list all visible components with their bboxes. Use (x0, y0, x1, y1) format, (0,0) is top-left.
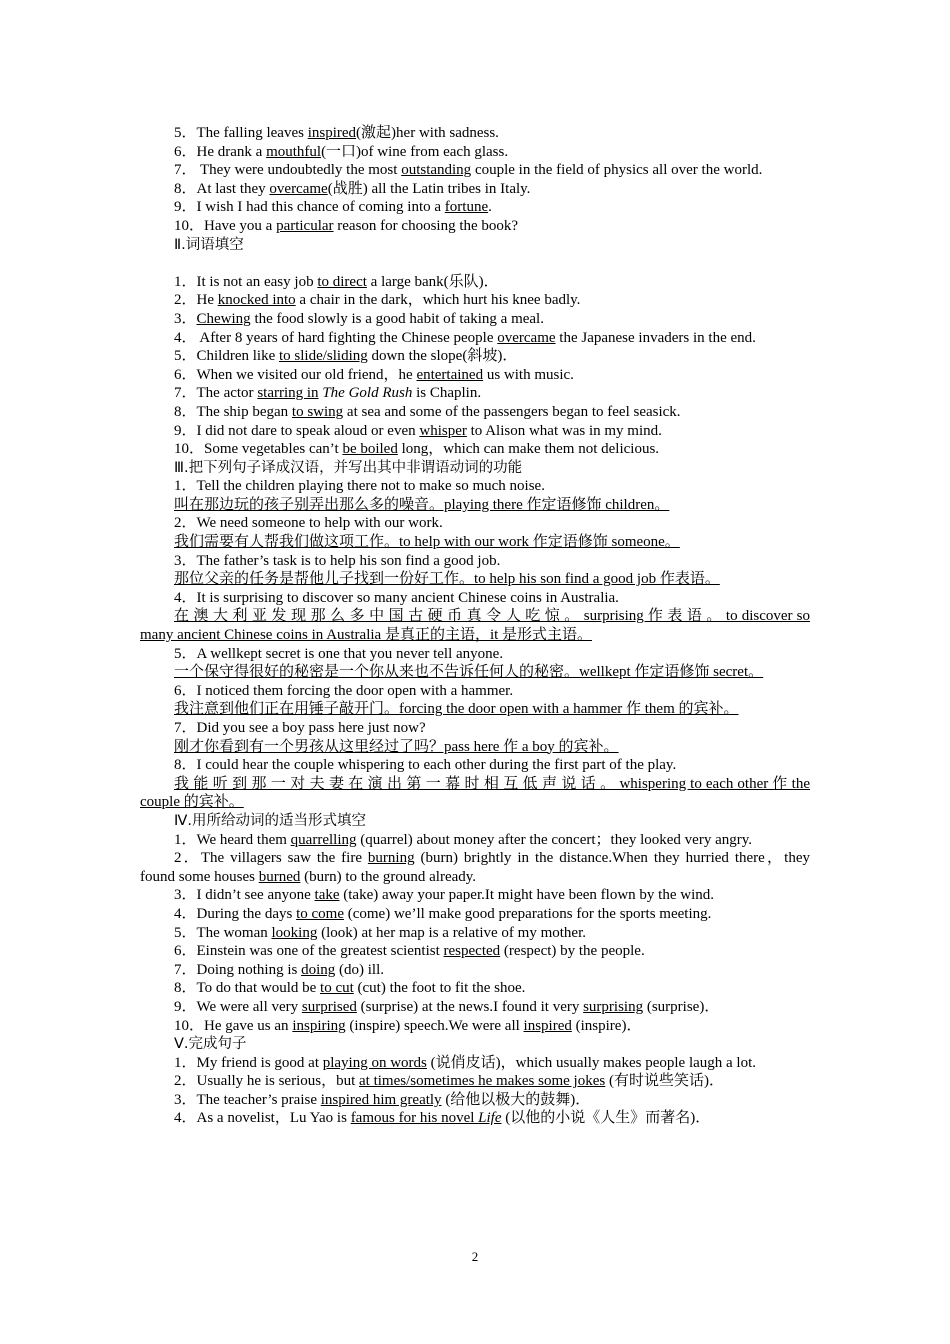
question: 3．The father’s task is to help his son find a good job. (174, 552, 501, 569)
section-heading: Ⅴ.完成句子 (174, 1036, 247, 1053)
answer: 我们需要有人帮我们做这项工作。to help with our work 作定语修饰 someone。 (174, 534, 680, 551)
answer: 在 澳 大 利 亚 发 现 那 么 多 中 国 古 硬 币 真 令 人 吃 惊 。 surprising 作 表 语 。 to discover so many ancient Chinese coins in Australia 是真正的主语，it 是形式主语。 (140, 608, 810, 644)
item-2-2: 2．He knocked into a chair in the dark，which hurt his knee badly. (174, 292, 581, 309)
answer: surprising (583, 998, 644, 1015)
section-word-fill (140, 236, 810, 459)
question: 8．I could hear the couple whispering to each other during the first part of the play. (174, 757, 677, 774)
answer: 刚才你看到有一个男孩从这里经过了吗？pass here 作 a boy 的宾补。 (174, 738, 619, 755)
item-4-1: 1．We heard them quarrelling (quarrel) about money after the concert；they looked very angry. (174, 831, 753, 848)
answer: playing on words (322, 1054, 427, 1071)
item-2-7: 7．The actor starring in The Gold Rush is Chaplin. (174, 385, 482, 402)
item-1-7: 7． They were undoubtedly the most outstanding couple in the field of physics all over the world. (174, 162, 763, 179)
item-5-4: 4．As a novelist，Lu Yao is famous for his novel Life (以他的小说《人生》而著名)． (174, 1110, 711, 1127)
section-heading: Ⅳ.用所给动词的适当形式填空 (174, 812, 366, 829)
answer: overcame (497, 329, 556, 346)
answer: 一个保守得很好的秘密是一个你从来也不告诉任何人的秘密。wellkept 作定语修饰 secret。 (174, 664, 764, 681)
item-1-5: 5．The falling leaves inspired(激起)her with sadness. (174, 125, 499, 141)
answer: to come (296, 905, 344, 922)
answer: mouthful (266, 143, 322, 160)
answer: inspiring (292, 1017, 346, 1034)
item-1-10: 10．Have you a particular reason for choosing the book? (174, 217, 519, 234)
answer: inspired (307, 125, 357, 141)
answer: entertained (416, 366, 484, 383)
item-4-8: 8．To do that would be to cut (cut) the foot to fit the shoe. (174, 980, 526, 997)
item-2-8: 8．The ship began to swing at sea and some of the passengers began to feel seasick. (174, 403, 681, 420)
question: 5．A wellkept secret is one that you never tell anyone. (174, 645, 504, 662)
item-4-3: 3．I didn’t see anyone take (take) away your paper.It might have been flown by the wind. (174, 887, 714, 904)
item-1-8: 8．At last they overcame(战胜) all the Latin tribes in Italy. (174, 180, 531, 197)
answer: inspired him greatly (320, 1091, 442, 1108)
item-2-6: 6．When we visited our old friend，he entertained us with music. (174, 366, 574, 383)
novel-title: Life (478, 1110, 502, 1127)
answer: overcame (269, 180, 328, 197)
item-1-6: 6．He drank a mouthful(一口)of wine from each glass. (174, 143, 509, 160)
answer: burned (258, 868, 301, 885)
section-verb-forms (140, 812, 810, 1035)
film-title: The Gold Rush (322, 385, 413, 402)
item-2-1: 1．It is not an easy job to direct a large bank(乐队)． (174, 273, 499, 290)
answer: particular (276, 217, 334, 234)
answer: 我 能 听 到 那 一 对 夫 妻 在 演 出 第 一 幕 时 相 互 低 声 说 话 。 whispering to each other 作 the couple 的宾补。 (140, 775, 810, 811)
answer: 叫在那边玩的孩子别弄出那么多的噪音。playing there 作定语修饰 children。 (174, 496, 670, 513)
item-4-7: 7．Doing nothing is doing (do) ill. (174, 961, 385, 978)
question: 6．I noticed them forcing the door open with a hammer. (174, 682, 514, 699)
section-heading: Ⅱ.词语填空 (174, 236, 244, 253)
answer: to cut (320, 980, 354, 997)
answer: looking (271, 924, 318, 941)
section-heading: Ⅲ.把下列句子译成汉语，并写出其中非谓语动词的功能 (174, 459, 523, 476)
answer: take (314, 887, 340, 904)
section-translation (140, 459, 810, 812)
answer: to direct (317, 273, 367, 290)
answer: to swing (291, 403, 344, 420)
item-4-4: 4．During the days to come (come) we’ll make good preparations for the sports meeting. (174, 905, 712, 922)
item-5-2: 2．Usually he is serious，but at times/sometimes he makes some jokes (有时说些笑话)． (174, 1073, 724, 1090)
section-complete-sentences (140, 1035, 810, 1128)
item-5-1: 1．My friend is good at playing on words (说俏皮话)，which usually makes people laugh a lot. (174, 1054, 757, 1071)
answer: Chewing (196, 310, 251, 327)
item-4-5: 5．The woman looking (look) at her map is a relative of my mother. (174, 924, 586, 941)
item-4-9: 9．We were all very surprised (surprise) at the news.I found it very surprising (surprise)． (174, 998, 720, 1015)
item-4-6: 6．Einstein was one of the greatest scientist respected (respect) by the people. (174, 943, 645, 960)
document-page (140, 124, 810, 1128)
answer: starring in (257, 385, 319, 402)
item-2-10: 10．Some vegetables can’t be boiled long，which can make them not delicious. (174, 441, 660, 458)
item-2-5: 5．Children like to slide/sliding down the slope(斜坡)． (174, 348, 518, 365)
item-2-4: 4． After 8 years of hard fighting the Chinese people overcame the Japanese invaders in the end. (174, 329, 756, 346)
answer: quarrelling (290, 831, 357, 848)
question: 1．Tell the children playing there not to make so much noise. (174, 478, 545, 495)
answer: famous for his novel (350, 1110, 479, 1127)
answer: burning (367, 850, 415, 867)
answer: at times/sometimes he makes some jokes (359, 1073, 606, 1090)
answer: outstanding (401, 162, 472, 179)
answer: doing (301, 961, 336, 978)
item-5-3: 3．The teacher’s praise inspired him greatly (给他以极大的鼓舞)． (174, 1091, 591, 1108)
page-number: 2 (471, 1249, 479, 1264)
question: 2．We need someone to help with our work. (174, 515, 443, 532)
question: 4．It is surprising to discover so many ancient Chinese coins in Australia. (174, 589, 619, 606)
answer: be boiled (342, 441, 398, 458)
item-2-3: 3．Chewing the food slowly is a good habit of taking a meal. (174, 310, 544, 327)
answer: surprised (301, 998, 357, 1015)
item-4-10: 10．He gave us an inspiring (inspire) speech.We were all inspired (inspire)． (174, 1017, 642, 1034)
answer: whisper (419, 422, 467, 439)
answer: inspired (523, 1017, 572, 1034)
answer: knocked into (217, 292, 296, 309)
answer: respected (443, 943, 501, 960)
item-4-2: 2．The villagers saw the fire burning (burn) brightly in the distance.When they hurried there，they found some houses burned (burn) to the ground already. (140, 850, 810, 885)
item-1-9: 9．I wish I had this chance of coming into a fortune. (174, 199, 492, 216)
item-2-9: 9．I did not dare to speak aloud or even whisper to Alison what was in my mind. (174, 422, 662, 439)
section-vocabulary-1 (140, 124, 810, 236)
answer: to slide/sliding (279, 348, 368, 365)
question: 7．Did you see a boy pass here just now? (174, 720, 426, 736)
answer: fortune (444, 199, 489, 216)
answer: 我注意到他们正在用锤子敲开门。forcing the door open with a hammer 作 them 的宾补。 (174, 701, 739, 718)
answer: 那位父亲的任务是帮他儿子找到一份好工作。to help his son find a good job 作表语。 (174, 571, 720, 588)
